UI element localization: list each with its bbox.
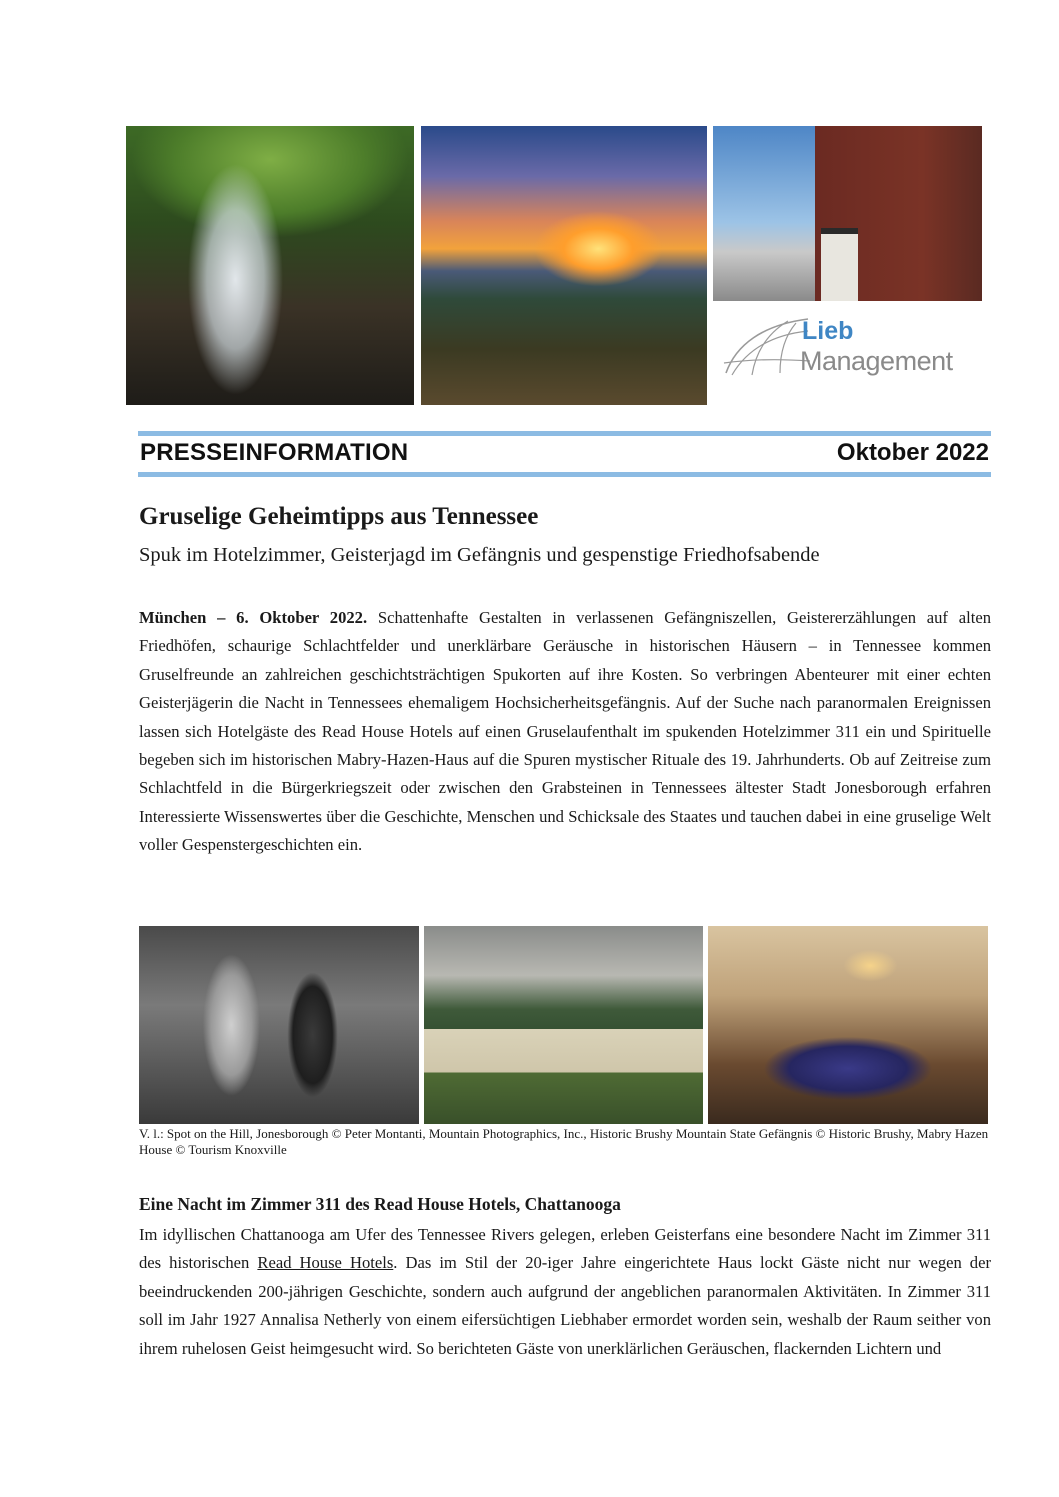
logo-text-management: Management: [800, 346, 953, 376]
article-subtitle: Spuk im Hotelzimmer, Geisterjagd im Gefängnis und gespenstige Friedhofsabende: [139, 544, 820, 566]
intro-paragraph: [139, 604, 991, 860]
photo-caption: V. l.: Spot on the Hill, Jonesborough © Peter Montanti, Mountain Photographics, Inc., Historic Brushy Mountain State Gefängnis © Historic Brushy, Mabry Hazen House © Tourism Knoxville: [139, 1126, 989, 1157]
cemetery-photo: [139, 926, 419, 1124]
dateline: München – 6. Oktober 2022.: [139, 608, 368, 627]
read-house-hotels-link[interactable]: Read House Hotels: [257, 1253, 394, 1273]
lieb-management-logo: [722, 313, 977, 383]
section-text-before: Im idyllischen Chattanooga am Ufer des Tennessee Rivers gelegen, erleben Geisterfans eine besondere Nacht im Zimmer 311 des historischen: [139, 1225, 991, 1273]
press-label: PRESSEINFORMATION: [140, 439, 409, 466]
globe-swoosh-icon: [722, 315, 812, 377]
header-rule-top: [138, 431, 991, 436]
mabry-hazen-seance-photo: [708, 926, 988, 1124]
section-paragraph: [139, 1221, 991, 1363]
brushy-mountain-prison-photo: [424, 926, 703, 1124]
section-heading: Eine Nacht im Zimmer 311 des Read House Hotels, Chattanooga: [139, 1194, 621, 1214]
logo-text-lieb: Lieb: [802, 317, 854, 345]
intro-text: Schattenhafte Gestalten in verlassenen Gefängniszellen, Geistererzählungen auf alten Friedhöfen, schaurige Schlachtfelder und unerklärbare Geräusche in historischen Häusern – in Tennessee kommen Gruselfreunde an zahlreichen geschichtsträchtigen Spukorten auf ihre Kosten. So verbringen Abenteurer mit einer echten Geisterjägerin die Nacht in Tennessees ehemaligem Hochsicherheitsgefängnis. Auf der Suche nach paranormalen Ereignissen lassen sich Hotelgäste des Read House Hotels auf einen Gruselaufenthalt im spukenden Hotelzimmer 311 ein und Spirituelle begeben sich im historischen Mabry-Hazen-Haus auf die Spuren mystischer Rituale des 19. Jahrhunderts. Ob auf Zeitreise zum Schlachtfeld in die Bürgerkriegszeit oder zwischen den Grabsteinen in Tennessees ältester Stadt Jonesborough erfahren Interessierte Wissenswertes über die Geschichte, Menschen und Schicksale des Staates und tauchen dabei in eine gruselige Welt voller Gespenstergeschichten ein.: [139, 608, 991, 855]
header-rule-bottom: [138, 472, 991, 477]
mountain-sunset-photo: [421, 126, 707, 405]
sun-studio-photo: [713, 126, 982, 301]
press-date: Oktober 2022: [836, 439, 989, 466]
article-title: Gruselige Geheimtipps aus Tennessee: [139, 503, 539, 530]
section-text-after: . Das im Stil der 20-iger Jahre eingerichtete Haus lockt Gäste nicht nur wegen der beeindruckenden 200-jährigen Geschichte, sondern auch aufgrund der angeblichen paranormalen Aktivitäten. In Zimmer 311 soll im Jahr 1927 Annalisa Netherly von einem eifersüchtigen Liebhaber ermordet worden sein, weshalb der Raum seither von ihrem ruhelosen Geist heimgesucht wird. So berichteten Gäste von unerklärlichen Geräuschen, flackernden Lichtern und: [139, 1253, 991, 1358]
waterfall-photo: [126, 126, 414, 405]
